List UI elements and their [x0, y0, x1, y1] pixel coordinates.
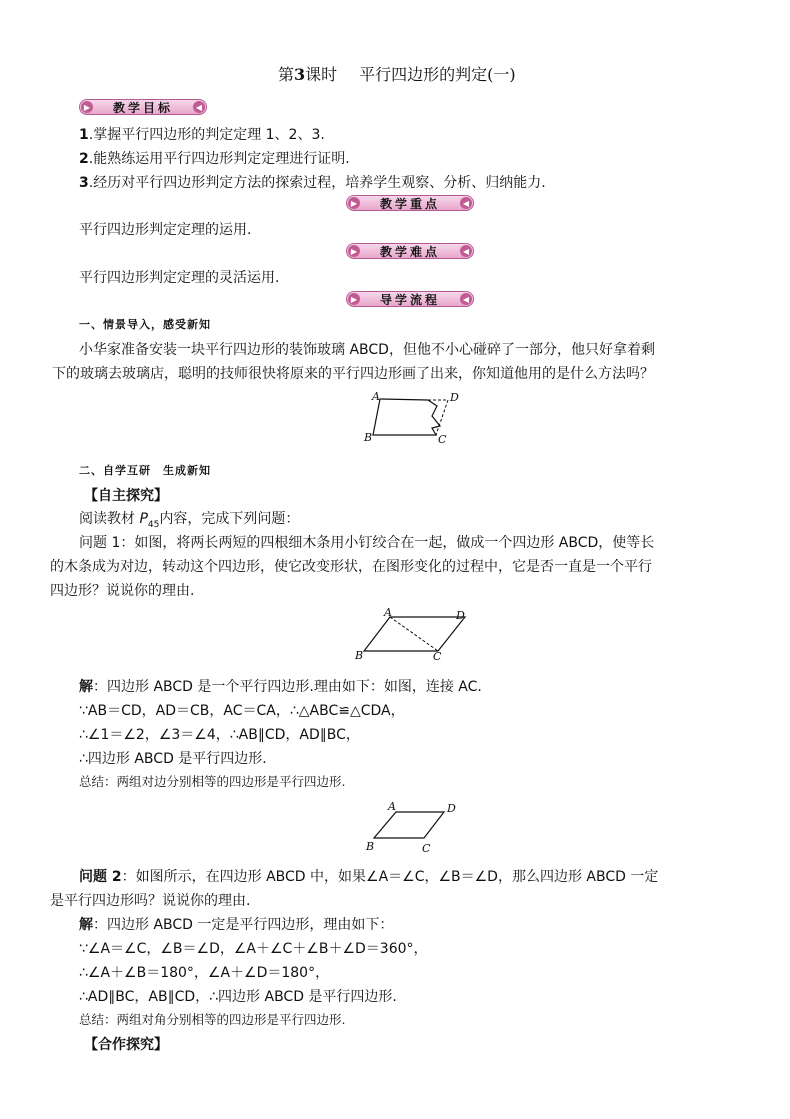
key-point-header-label: 教学重点: [379, 196, 440, 211]
vertex-label-b: B: [355, 649, 364, 662]
q2-label: 问题 2: [79, 869, 122, 885]
q1-solution-2: ∵AB＝CD，AD＝CB，AC＝CA，∴△ABC≌△CDA，: [79, 703, 405, 719]
q1-line3: 四边形？说说你的理由.: [50, 583, 195, 599]
section2-heading: 二、自学互研 生成新知: [79, 464, 211, 477]
objective-2: 2.能熟练运用平行四边形判定定理进行证明.: [79, 151, 350, 167]
vertex-label-d: D: [456, 609, 465, 622]
lesson-suffix: 课时: [305, 65, 338, 84]
key-point-text: 平行四边形判定定理的运用.: [79, 222, 252, 238]
vertex-label-b: B: [366, 840, 375, 853]
q1-label: 问题 1: [79, 535, 121, 551]
parallelogram-outline: [374, 812, 444, 838]
arrow-left-icon: ◀: [460, 197, 472, 209]
page-ref: P: [139, 511, 148, 527]
vertex-label-c: C: [438, 433, 447, 446]
page-title: [278, 62, 516, 85]
arrow-left-icon: ◀: [193, 101, 205, 113]
process-header: [346, 291, 474, 307]
arrow-left-icon: ◀: [460, 245, 472, 257]
parallelogram-diagonal-figure: [350, 606, 475, 662]
vertex-label-a: A: [372, 390, 380, 403]
q2-solution-2: ∵∠A＝∠C，∠B＝∠D，∠A＋∠C＋∠B＋∠D＝360°，: [79, 941, 428, 957]
q2-summary: 总结：两组对角分别相等的四边形是平行四边形.: [79, 1012, 346, 1027]
arrow-left-icon: ◀: [460, 293, 472, 305]
vertex-label-a: A: [384, 606, 392, 619]
vertex-label-d: D: [447, 802, 456, 815]
q1-line2: 的木条成为对边，转动这个四边形，使它改变形状，在图形变化的过程中，它是否一直是一个平行: [50, 559, 652, 575]
lesson-topic: 平行四边形的判定(一): [359, 65, 516, 84]
arrow-right-icon: ▶: [348, 293, 360, 305]
q1-summary: 总结：两组对边分别相等的四边形是平行四边形.: [79, 774, 346, 789]
vertex-label-b: B: [364, 431, 373, 444]
process-header-label: 导学流程: [379, 292, 440, 307]
q1-solution-4: ∴四边形 ABCD 是平行四边形.: [79, 751, 267, 767]
parallelogram-outline: [364, 617, 465, 651]
arrow-right-icon: ▶: [348, 245, 360, 257]
objectives-header: [79, 99, 207, 115]
difficulty-header-label: 教学难点: [379, 244, 440, 259]
reading-instruction: 阅读教材 $P_{45}$内容，完成下列问题：: [79, 511, 300, 530]
self-study-heading: 【自主探究】: [84, 488, 168, 504]
lesson-prefix: 第: [278, 65, 295, 84]
parallelogram-figure: [362, 798, 462, 854]
section1-line1: 小华家准备安装一块平行四边形的装饰玻璃 ABCD，但他不小心碰碎了一部分，他只好拿着剩: [79, 342, 655, 358]
q1-solution-3: ∴∠1＝∠2，∠3＝∠4，∴AB∥CD，AD∥BC，: [79, 727, 360, 743]
arrow-right-icon: ▶: [81, 101, 93, 113]
vertex-label-a: A: [388, 800, 396, 813]
key-point-header: [346, 195, 474, 211]
q2-solution-1: 解：四边形 ABCD 一定是平行四边形，理由如下：: [79, 917, 394, 933]
q1-line1: 问题 1：如图，将两长两短的四根细木条用小钉绞合在一起，做成一个四边形 ABCD，使等长: [79, 535, 655, 551]
q2-solution-4: ∴AD∥BC，AB∥CD，∴四边形 ABCD 是平行四边形.: [79, 989, 397, 1005]
vertex-label-c: C: [433, 650, 442, 662]
vertex-label-d: D: [450, 391, 459, 404]
q2-solution-3: ∴∠A＋∠B＝180°，∠A＋∠D＝180°，: [79, 965, 330, 981]
glass-outline: [373, 399, 440, 435]
vertex-label-c: C: [422, 842, 431, 854]
objective-3: 3.经历对平行四边形判定方法的探索过程，培养学生观察、分析、归纳能力.: [79, 175, 546, 191]
lesson-number: 3: [294, 65, 306, 84]
difficulty-text: 平行四边形判定定理的灵活运用.: [79, 270, 280, 286]
glass-missing-dashed: [428, 400, 448, 435]
objective-1: 1.掌握平行四边形的判定定理 1、2、3.: [79, 127, 325, 143]
q2-line1: 问题 2：如图所示，在四边形 ABCD 中，如果∠A＝∠C，∠B＝∠D，那么四边形 ABCD 一定: [79, 869, 659, 885]
difficulty-header: [346, 243, 474, 259]
q2-solution-label: 解: [79, 917, 93, 933]
broken-glass-figure: [360, 388, 465, 446]
q1-solution-label: 解: [79, 679, 93, 695]
section1-heading: 一、情景导入，感受新知: [79, 318, 211, 331]
cooperative-heading: 【合作探究】: [84, 1037, 168, 1053]
q2-line2: 是平行四边形吗？说说你的理由.: [50, 893, 251, 909]
diagonal-ac: [390, 617, 438, 651]
objectives-header-label: 教学目标: [112, 100, 173, 115]
q1-solution-1: 解：四边形 ABCD 是一个平行四边形.理由如下：如图，连接 AC.: [79, 679, 482, 695]
section1-line2: 下的玻璃去玻璃店，聪明的技师很快将原来的平行四边形画了出来，你知道他用的是什么方法吗？: [52, 366, 654, 382]
arrow-right-icon: ▶: [348, 197, 360, 209]
